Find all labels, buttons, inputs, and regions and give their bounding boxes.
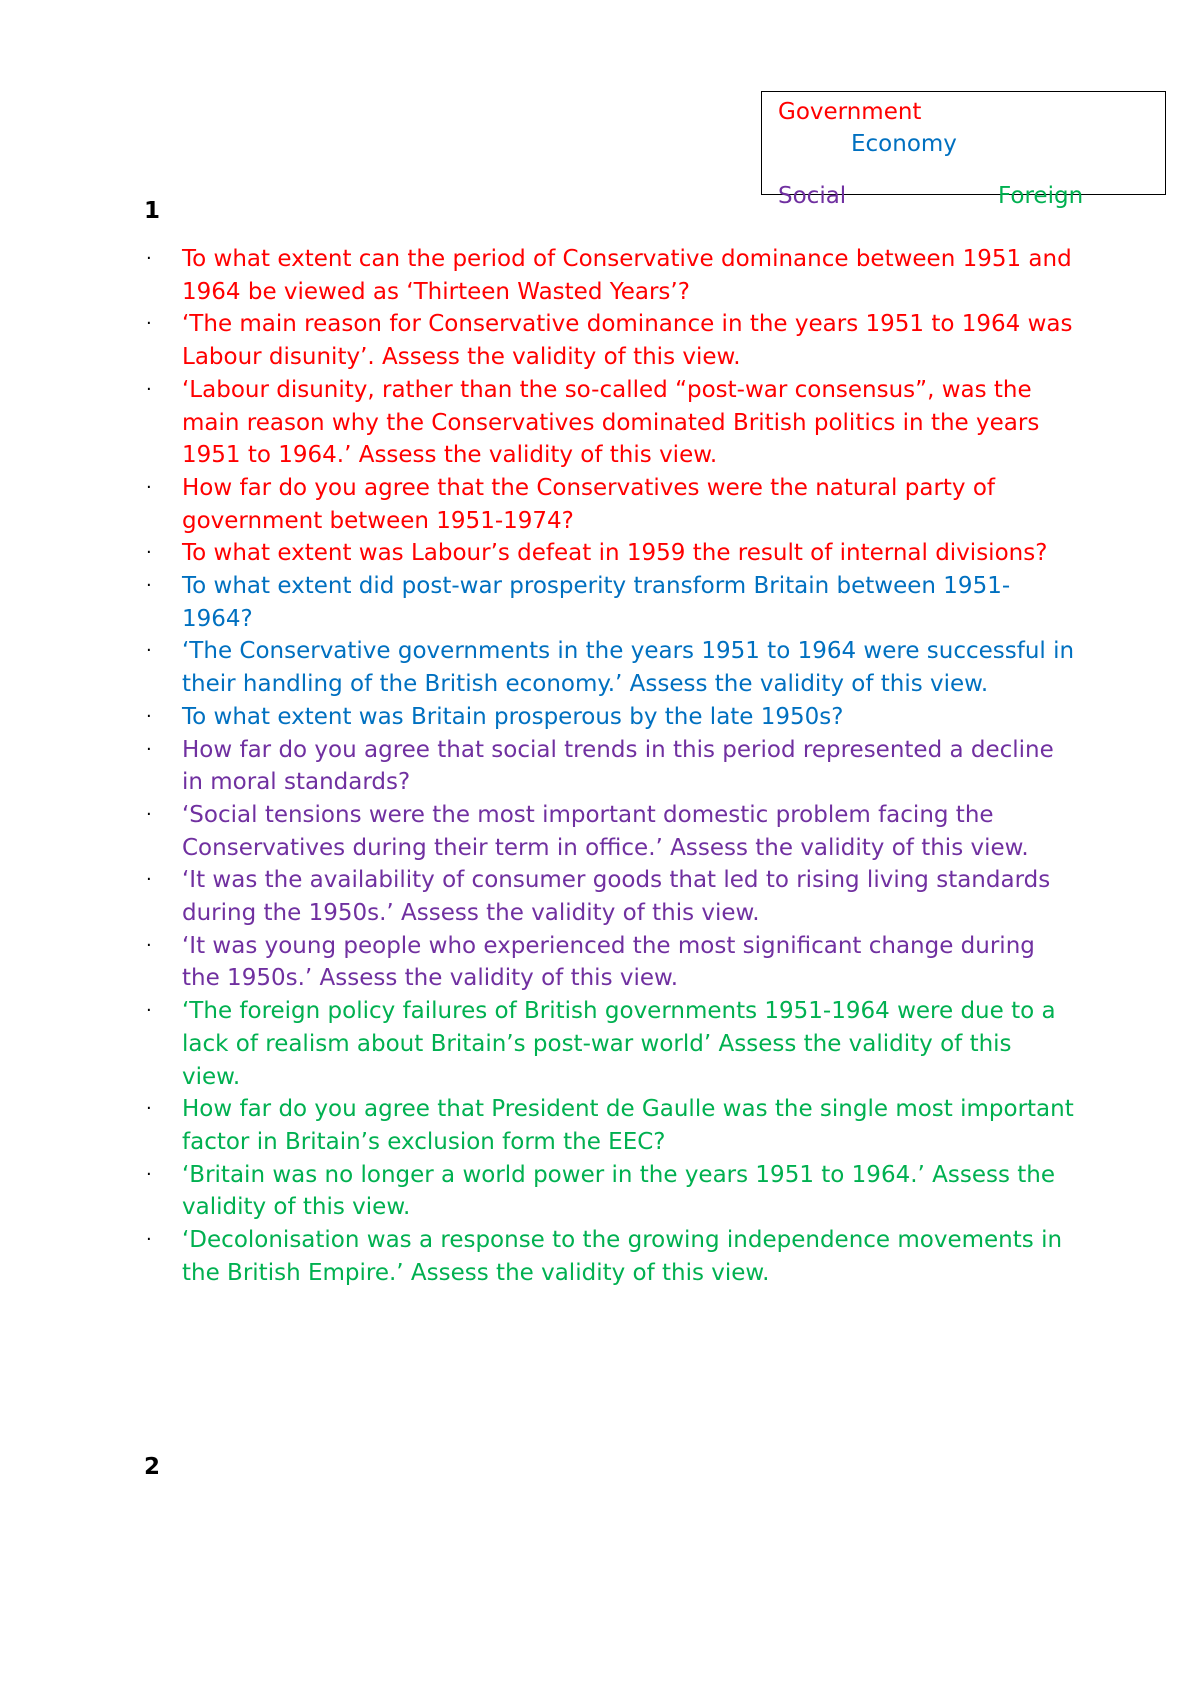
bullet-icon: · — [146, 542, 152, 564]
question-item — [146, 799, 1076, 864]
bullet-icon: · — [146, 1163, 152, 1185]
question-text: How far do you agree that President de Gaulle was the single most important factor in Britain’s exclusion form the EEC? — [182, 1096, 1074, 1155]
key-social-label: Social — [778, 183, 847, 209]
question-item — [146, 1159, 1076, 1224]
key-government-label: Government — [778, 99, 922, 125]
bullet-icon: · — [146, 575, 152, 597]
question-text: To what extent was Britain prosperous by the late 1950s? — [182, 703, 844, 730]
question-item — [146, 374, 1076, 472]
bullet-icon: · — [146, 1098, 152, 1120]
question-text: To what extent was Labour’s defeat in 1959 the result of internal divisions? — [182, 540, 1048, 567]
key-economy-label: Economy — [851, 131, 957, 157]
question-list — [146, 243, 1076, 1290]
question-item — [146, 635, 1076, 700]
question-text: ‘It was the availability of consumer goods that led to rising living standards during the 1950s.’ Assess the validity of this view. — [182, 867, 1051, 927]
question-item — [146, 995, 1076, 1093]
question-text: ‘The foreign policy failures of British governments 1951-1964 were due to a lack of realism about Britain’s post-war world’ Assess the validity of this view. — [182, 998, 1056, 1090]
question-item — [146, 243, 1076, 308]
question-item — [146, 1224, 1076, 1289]
bullet-icon: · — [146, 738, 152, 760]
question-item — [146, 570, 1076, 635]
bullet-icon: · — [146, 313, 152, 335]
bullet-icon: · — [146, 705, 152, 727]
bullet-icon: · — [146, 248, 152, 269]
question-item — [146, 1093, 1076, 1158]
section-number-2: 2 — [144, 1454, 161, 1480]
question-text: ‘It was young people who experienced the most significant change during the 1950s.’ Assess the validity of this view. — [182, 932, 1035, 992]
question-text: ‘The Conservative governments in the years 1951 to 1964 were successful in their handling of the British economy.’ Assess the validity of this view. — [182, 638, 1075, 698]
question-item — [146, 701, 1076, 734]
key-foreign-label: Foreign — [998, 183, 1084, 209]
question-text: How far do you agree that the Conservatives were the natural party of government between 1951-1974? — [182, 474, 996, 534]
question-item — [146, 864, 1076, 929]
question-item — [146, 537, 1076, 570]
question-item — [146, 734, 1076, 799]
question-item — [146, 308, 1076, 373]
bullet-icon: · — [146, 1229, 152, 1251]
bullet-icon: · — [146, 1000, 152, 1022]
question-item — [146, 472, 1076, 537]
question-text: ‘Social tensions were the most important domestic problem facing the Conservatives during their term in office.’ Assess the validity of this view. — [182, 801, 1029, 861]
question-text: ‘The main reason for Conservative dominance in the years 1951 to 1964 was Labour disunity’. Assess the validity of this view. — [182, 311, 1073, 371]
colour-key-box — [761, 91, 1166, 209]
bullet-icon: · — [146, 476, 152, 498]
bullet-icon: · — [146, 803, 152, 825]
question-text: ‘Decolonisation was a response to the growing independence movements in the British Empire.’ Assess the validity of this view. — [182, 1227, 1063, 1286]
question-text: To what extent can the period of Conservative dominance between 1951 and 1964 be viewed as ‘Thirteen Wasted Years’? — [182, 246, 1072, 305]
question-text: How far do you agree that social trends in this period represented a decline in moral standards? — [182, 736, 1054, 796]
section-number-1: 1 — [144, 198, 161, 224]
bullet-icon: · — [146, 934, 152, 956]
bullet-icon: · — [146, 378, 152, 400]
question-text: To what extent did post-war prosperity transform Britain between 1951-1964? — [182, 573, 1011, 632]
bullet-icon: · — [146, 869, 152, 891]
question-item — [146, 930, 1076, 995]
question-text: ‘Labour disunity, rather than the so-called “post-war consensus”, was the main reason why the Conservatives dominated British politics in the years 1951 to 1964.’ Assess the validity of this view. — [182, 376, 1040, 469]
bullet-icon: · — [146, 640, 152, 662]
question-text: ‘Britain was no longer a world power in the years 1951 to 1964.’ Assess the validity of this view. — [182, 1161, 1056, 1221]
